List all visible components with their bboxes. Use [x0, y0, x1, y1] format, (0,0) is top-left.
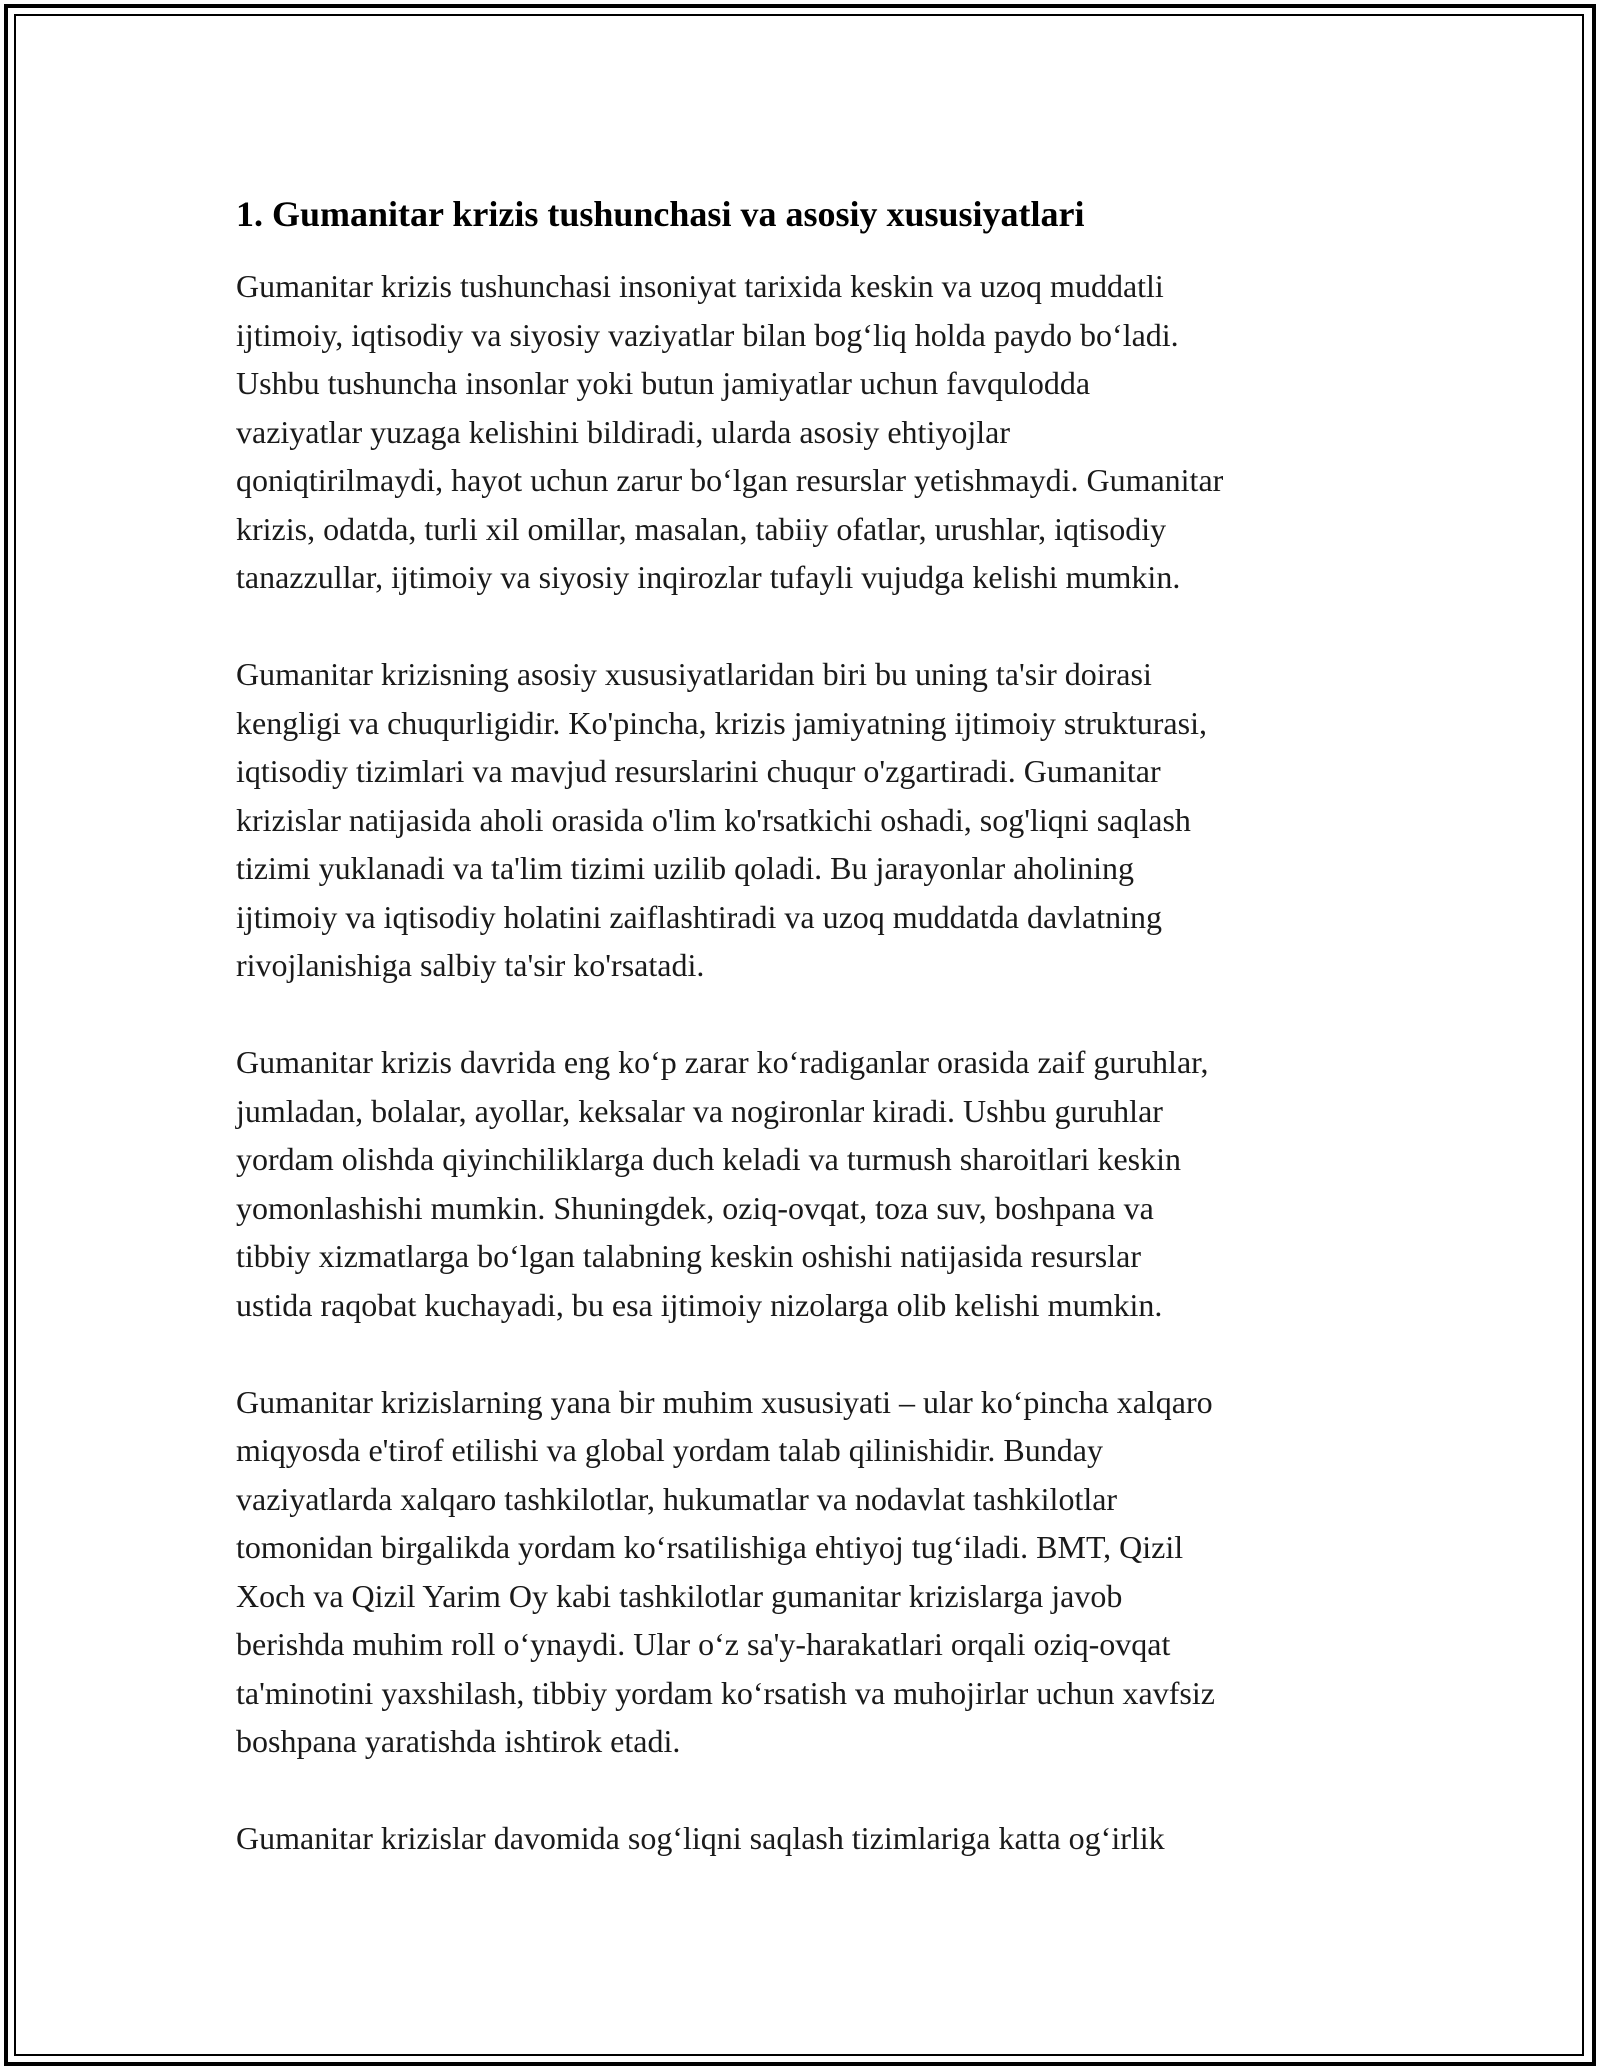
text-line: tomonidan birgalikda yordam ko‘rsatilishiga ehtiyoj tug‘iladi. BMT, Qizil	[236, 1529, 1184, 1565]
text-line: ijtimoiy, iqtisodiy va siyosiy vaziyatlar bilan bog‘liq holda paydo bo‘ladi.	[236, 316, 1179, 353]
text-line: Ushbu tushuncha insonlar yoki butun jamiyatlar uchun favqulodda	[236, 365, 1091, 401]
text-line: Gumanitar krizis davrida eng ko‘p zarar ko‘radiganlar orasida zaif guruhlar,	[236, 1044, 1209, 1080]
text-line: Gumanitar krizislar davomida sog‘liqni saqlash tizimlariga katta og‘irlik	[236, 1820, 1165, 1856]
text-line: Gumanitar krizislarning yana bir muhim xususiyati – ular ko‘pincha xalqaro	[236, 1383, 1213, 1420]
paragraph-3	[236, 1038, 1386, 1329]
text-line: yomonlashishi mumkin. Shuningdek, oziq-ovqat, toza suv, boshpana va	[236, 1189, 1154, 1226]
text-line: jumladan, bolalar, ayollar, keksalar va nogironlar kiradi. Ushbu guruhlar	[236, 1092, 1163, 1129]
document-body	[236, 186, 1386, 1911]
text-line: iqtisodiy tizimlari va mavjud resurslarini chuqur o'zgartiradi. Gumanitar	[236, 753, 1161, 789]
text-line: ta'minotini yaxshilash, tibbiy yordam ko‘rsatish va muhojirlar uchun xavfsiz	[236, 1674, 1215, 1711]
text-line: Xoch va Qizil Yarim Oy kabi tashkilotlar gumanitar krizislarga javob	[236, 1577, 1123, 1614]
paragraph-2	[236, 650, 1386, 990]
text-line: vaziyatlarda xalqaro tashkilotlar, hukumatlar va nodavlat tashkilotlar	[236, 1480, 1118, 1517]
paragraph-1	[236, 262, 1386, 602]
text-line: krizis, odatda, turli xil omillar, masalan, tabiiy ofatlar, urushlar, iqtisodiy	[236, 510, 1167, 547]
text-line: berishda muhim roll o‘ynaydi. Ular o‘z sa'y-harakatlari orqali oziq-ovqat	[236, 1626, 1171, 1662]
text-line: krizislar natijasida aholi orasida o'lim ko'rsatkichi oshadi, sog'liqni saqlash	[236, 801, 1191, 838]
paragraph-5	[236, 1814, 1386, 1863]
text-line: kengligi va chuqurligidir. Ko'pincha, krizis jamiyatning ijtimoiy strukturasi,	[236, 704, 1207, 741]
text-line: ijtimoiy va iqtisodiy holatini zaiflashtiradi va uzoq muddatda davlatning	[236, 898, 1163, 935]
paragraph-4	[236, 1378, 1386, 1766]
text-line: ustida raqobat kuchayadi, bu esa ijtimoiy nizolarga olib kelishi mumkin.	[236, 1286, 1163, 1323]
text-line: qoniqtirilmaydi, hayot uchun zarur bo‘lgan resurslar yetishmaydi. Gumanitar	[236, 462, 1224, 498]
text-line: Gumanitar krizisning asosiy xususiyatlaridan biri bu uning ta'sir doirasi	[236, 656, 1152, 692]
text-line: vaziyatlar yuzaga kelishini bildiradi, ularda asosiy ehtiyojlar	[236, 413, 1010, 450]
text-line: tibbiy xizmatlarga bo‘lgan talabning keskin oshishi natijasida resurslar	[236, 1238, 1141, 1274]
text-line: Gumanitar krizis tushunchasi insoniyat tarixida keskin va uzoq muddatli	[236, 268, 1164, 304]
text-line: tizimi yuklanadi va ta'lim tizimi uzilib qoladi. Bu jarayonlar aholining	[236, 850, 1135, 886]
text-line: boshpana yaratishda ishtirok etadi.	[236, 1723, 681, 1759]
text-line: yordam olishda qiyinchiliklarga duch keladi va turmush sharoitlari keskin	[236, 1141, 1181, 1177]
text-line: miqyosda e'tirof etilishi va global yordam talab qilinishidir. Bunday	[236, 1432, 1103, 1468]
text-line: tanazzullar, ijtimoiy va siyosiy inqirozlar tufayli vujudga kelishi mumkin.	[236, 559, 1181, 595]
text-line: rivojlanishiga salbiy ta'sir ko'rsatadi.	[236, 947, 705, 983]
section-heading: 1. Gumanitar krizis tushunchasi va asosiy xususiyatlari	[236, 194, 1085, 234]
